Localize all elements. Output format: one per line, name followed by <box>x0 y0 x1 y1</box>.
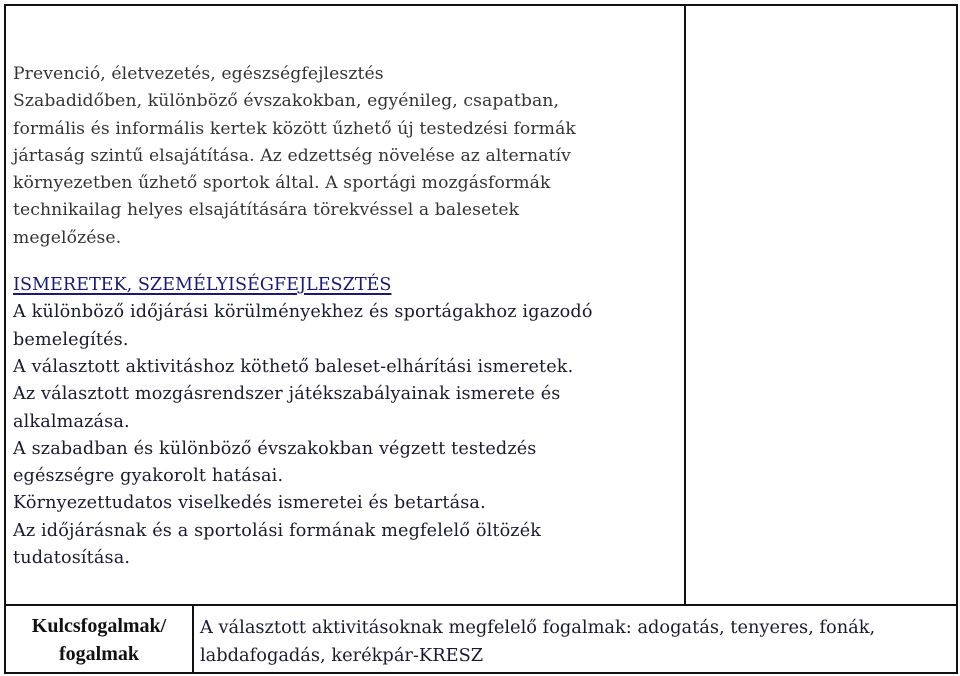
knowledge-line: Környezettudatos viselkedés ismeretei és betartása. <box>13 493 486 514</box>
column-divider-top <box>684 4 686 606</box>
key-concepts-label-line: fogalmak <box>59 643 139 665</box>
key-concepts-value-line: A választott aktivitásoknak megfelelő fogalmak: adogatás, tenyeres, fonák, <box>200 617 876 638</box>
knowledge-line: tudatosítása. <box>13 548 131 569</box>
prevention-line: formális és informális kertek között űzhető új testedzési formák <box>13 118 576 139</box>
prevention-title: Prevenció, életvezetés, egészségfejlesztés <box>13 64 384 84</box>
knowledge-line: bemelegítés. <box>13 329 129 350</box>
knowledge-line: A szabadban és különböző évszakokban végzett testedzés <box>13 438 537 459</box>
knowledge-line: alkalmazása. <box>13 411 130 432</box>
prevention-line: környezetben űzhető sportok által. A sportági mozgásformák <box>13 173 551 194</box>
key-concepts-value-line: labdafogadás, kerékpár-KRESZ <box>200 645 484 666</box>
column-divider-bottom <box>192 604 194 674</box>
knowledge-line: A választott aktivitáshoz köthető baleset-elhárítási ismeretek. <box>13 356 574 377</box>
knowledge-line: Az választott mozgásrendszer játékszabályainak ismerete és <box>13 384 561 405</box>
prevention-line: technikailag helyes elsajátítására törekvéssel a balesetek <box>13 200 520 221</box>
content-cell <box>13 61 678 572</box>
key-concepts-label <box>6 612 192 668</box>
knowledge-line: Az időjárásnak és a sportolási formának megfelelő öltözék <box>13 520 542 541</box>
prevention-line: jártaság szintű elsajátítása. Az edzettség növelése az alternatív <box>13 145 571 166</box>
section-gap <box>13 252 678 272</box>
prevention-line: megelőzése. <box>13 227 122 248</box>
row-divider <box>4 604 958 606</box>
key-concepts-label-line: Kulcsfogalmak/ <box>31 615 167 637</box>
knowledge-line: A különböző időjárási körülményekhez és sportágakhoz igazodó <box>13 302 593 323</box>
key-concepts-value <box>200 614 952 670</box>
knowledge-heading: ISMERETEK, SZEMÉLYISÉGFEJLESZTÉS <box>13 275 392 296</box>
prevention-line: Szabadidőben, különböző évszakokban, egyénileg, csapatban, <box>13 91 560 112</box>
knowledge-line: egészségre gyakorolt hatásai. <box>13 466 284 487</box>
